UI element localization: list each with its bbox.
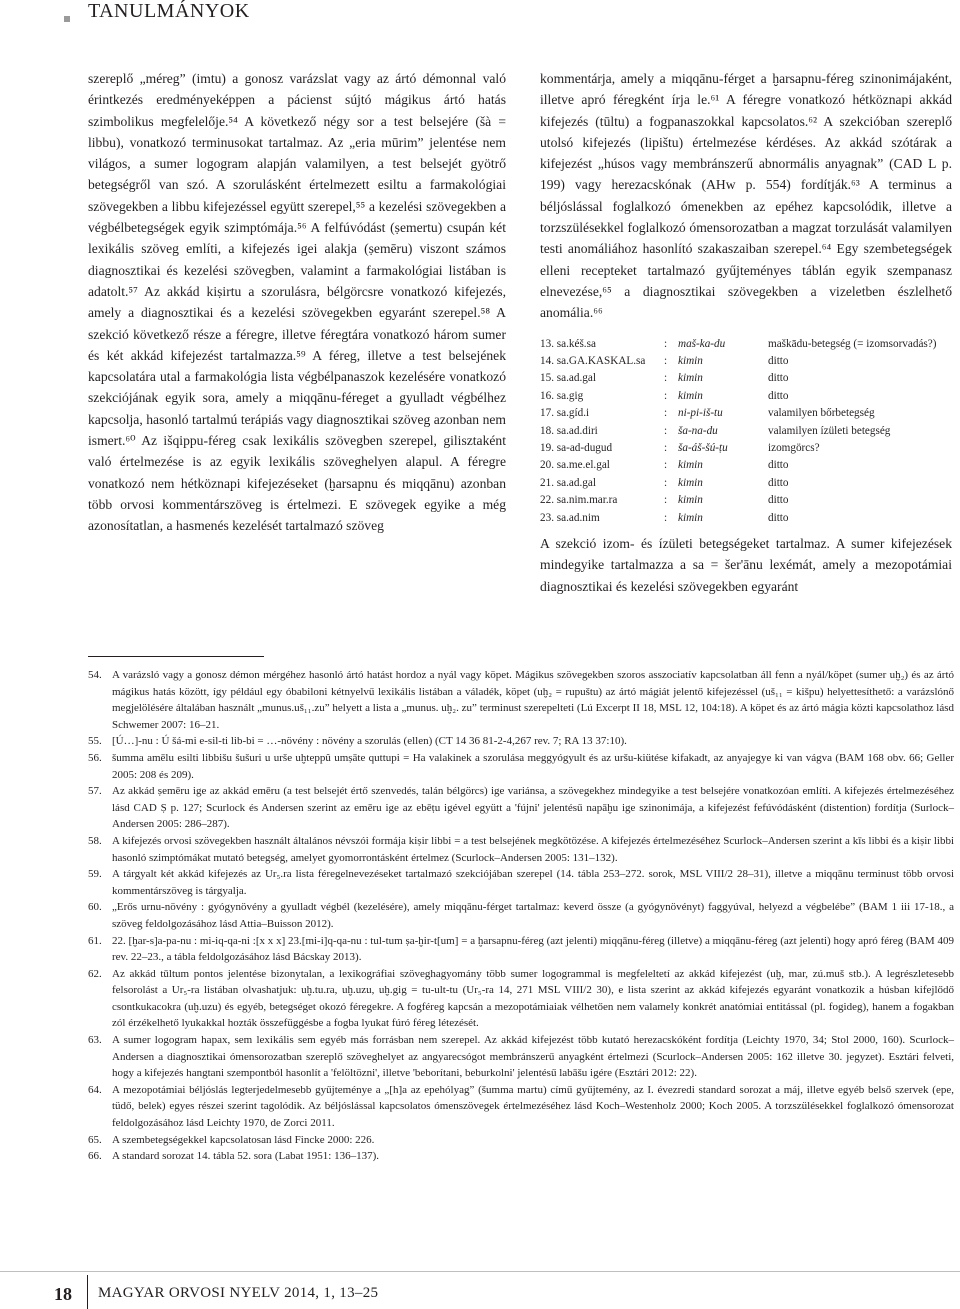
glossary-akkadian-term: ša-na-du [678, 424, 718, 437]
footnote [88, 733, 954, 750]
footnote-number: 56. [88, 751, 102, 764]
glossary-meaning: ditto [768, 389, 789, 402]
footnote-number: 62. [88, 967, 102, 980]
glossary-sumer-term: 22. sa.nim.mar.ra [540, 494, 618, 507]
footnote [88, 899, 954, 932]
glossary-separator: : [664, 407, 668, 420]
glossary-row [540, 510, 936, 527]
lexical-glossary-table [540, 336, 936, 527]
footnote-text: 22. [ḫar-s]a-pa-nu : mi-iq-qa-ni :[x x x] 23.[mi-i]q-qa-nu : tul-tum ṣa-ḫir-t[um] = a ḫarsapnu-féreg (azt jelenti) miqqānu-féreg (illetve) a miqqānu-féreg (azt jelenti) hogy apró féreg (BAM 409 rev. 22–23., a tábla feldolgozásához lásd Bácskay 2013). [112, 934, 954, 964]
glossary-akkadian-term: maš-ka-du [678, 337, 726, 350]
footnote-number: 58. [88, 834, 102, 847]
footnote-text: A szembetegségekkel kapcsolatosan lásd Fincke 2000: 226. [112, 1133, 375, 1146]
footnote-number: 63. [88, 1034, 102, 1047]
footnote-text: A tárgyalt két akkád kifejezés az Ur₅.ra lista féregelnevezéseket tartalmazó szekciójában szerepel (14. tábla 253–272. sorok, MSL VIII/2 28–31), illetve a miqqānu terminust több orvosi kommentárszöveg is tárgyalja. [112, 868, 954, 897]
footnote-text: Az akkád tūltum pontos jelentése bizonytalan, a lexikográfiai szöveghagyomány több sumer logogrammal is megfeleltetí az akkád kifejezést (uḫ, mar, zú.muš stb.). A legrészletesebb felsorolást a Ur₅-ra listában olvashatjuk: uḫ.tu.ra, uḫ.uzu, uḫ.gig = tu-ult-tu (Ur₅-ra 14, 271 MSL VIII/2 30), e lista szerint az akkád kifejezés egyaránt vonatkozik a húsban kifejlődő csontkukacokra (uḫ.uzu) és egyéb, betegséget okozó féregekre. A fogféreg kapcsán a mezopotámiaiak vélhetően nem valamely konkrét anatómiai entitással (pl. fogideg), hanem a fogakban zól érzékelhető lyukakkal hozták összefüggésbe a fogba lyukat fúró féreg létezését. [112, 967, 954, 1030]
glossary-separator: : [664, 389, 668, 402]
glossary-akkadian-term: kimin [678, 372, 703, 385]
glossary-meaning: ditto [768, 372, 789, 385]
glossary-row [540, 336, 936, 353]
glossary-akkadian-term: kimin [678, 494, 703, 507]
glossary-separator: : [664, 372, 668, 385]
glossary-meaning: ditto [768, 494, 789, 507]
glossary-sumer-term: 23. sa.ad.nim [540, 511, 600, 524]
journal-reference [98, 1285, 378, 1302]
glossary-row [540, 492, 936, 509]
section-label: TANULMÁNYOK [88, 0, 250, 22]
glossary-meaning: ditto [768, 354, 789, 367]
footnote [88, 667, 954, 733]
glossary-akkadian-term: kimin [678, 476, 703, 489]
footnote-number: 60. [88, 901, 102, 914]
journal-title: MAGYAR ORVOSI NYELV [98, 1285, 281, 1301]
footnote-number: 59. [88, 868, 102, 881]
footnote [88, 1148, 954, 1165]
glossary-separator: : [664, 337, 668, 350]
glossary-row [540, 405, 936, 422]
footnote-number: 57. [88, 785, 102, 798]
glossary-akkadian-term: ša-áš-šú-ṭu [678, 442, 728, 454]
glossary-sumer-term: 19. sa-ad-dugud [540, 442, 613, 454]
glossary-meaning: izomgörcs? [768, 442, 820, 454]
glossary-akkadian-term: kimin [678, 389, 703, 402]
footnote-number: 66. [88, 1150, 102, 1163]
footnote-text: Az akkád ṣemēru ige az akkád emēru (a test belsejét értő szenvedés, talán bélgörcs) ige variánsa, a szövegekhez mindegyike a test belsejére vonatkozóan említi. A kifejezés értelmezéséhez lásd CAD Ṣ p. 127; Scurlock és Andersen szerint az emēru ige az ebēṭu igével együtt a 'fújni' jelentésű napāḫu ige szinonimája, a kifejezést fefúvódásként (distention) fordítja (Surlock–Andersen 2005: 286–287). [112, 785, 954, 831]
footnote-number: 65. [88, 1133, 102, 1146]
glossary-sumer-term: 13. sa.kéš.sa [540, 337, 596, 350]
footnote-divider [88, 656, 264, 657]
glossary-row [540, 457, 936, 474]
glossary-separator: : [664, 442, 668, 454]
glossary-separator: : [664, 459, 668, 472]
glossary-meaning: ditto [768, 459, 789, 472]
page-number: 18 [54, 1284, 72, 1304]
header-square-ornament [64, 16, 70, 22]
footnote-text: [Ú…]-nu : Ú šá-mi e-sil-ti lib-bi = …-növény : növény a szorulás (ellen) (CT 14 36 81-2-4,267 rev. 7; RA 13 37:10). [112, 735, 627, 748]
glossary-separator: : [664, 494, 668, 507]
footnote-text: A mezopotámiai béljóslás legterjedelmesebb gyűjteménye a „[h]a az epehólyag” (šumma martu) című gyűjtemény, az I. évezredi standard sorozat a máj, illetve egyéb belső szervek (epe, tüdő, belek) egyes részei szerint tagolódik. Az béljóslással kapcsolatos ómenszövegek értelmezéséhez lásd Koch–Westenholz 2000; Koch 2005. A torzszülésekkel foglalkozó ómensorozat feldolgozásához lásd Leichty 1970, de Zorci 2011. [112, 1083, 954, 1130]
glossary-meaning: ditto [768, 511, 789, 524]
footnote [88, 1082, 954, 1132]
right-column-after-table: A szekció izom- és ízületi betegségeket tartalmaz. A sumer kifejezések mindegyike tartalmazza a sa = šer'ānu lexémát, amely a mezopotámiai diagnosztikai és kezelési szövegekben egyaránt [540, 536, 952, 594]
glossary-row [540, 475, 936, 492]
footnote-text: šumma amēlu esilti libbišu šušuri u urše uḫteppû umṣāte quttupi = Ha valakinek a szorulása meggyógyult és az uršu-kiütése kifakadt, az anyajegye ki van vágva (BAM 168 obv. 66; Geller 2005: 208 és 209). [112, 751, 954, 781]
glossary-row [540, 388, 936, 405]
glossary-row [540, 370, 936, 387]
glossary-sumer-term: 16. sa.gig [540, 389, 584, 402]
glossary-meaning: valamilyen bőrbetegség [768, 407, 875, 420]
journal-issue: 2014, 1, 13–25 [284, 1285, 379, 1301]
footnote-text: A sumer logogram hapax, sem lexikális sem egyéb más forrásban nem szerepel. Az akkád kifejezést több kutató herezacskóként fordítja (Leichty 1970, 34; Stol 2000, 160). Scurlock–Andersen a diagnosztikai ómensorozatban szereplő szöveghelyet az angyarecsógot membránszerű anyagként értelmezi (Scurlock–Andersen 2005: 162 illetve 30. jegyzet). Esztári felveti, hogy a kifejezés hangtani szempontból hasonlít a 'felöltözni', illetve 'beborítani, beburkolni' jelentésű labāšu igére (Esztári 2012: 22). [112, 1034, 954, 1080]
glossary-akkadian-term: kimin [678, 459, 703, 472]
left-column [88, 68, 506, 537]
footnote-text: A varázsló vagy a gonosz démon mérgéhez hasonló ártó hatást hordoz a nyál vagy köpet. Mágikus szövegekben szoros asszociatív kapcsolatban áll fenn a nyál/köpet (sumer uḫ₂) és az ártó mágikus hatás között, így például egy óbabiloni kétnyelvű lexikális listában a váladék, köpet (uḫ₂ = rupuštu) az ártó mágiát jelentő kifejezéssel (uš₁₁ = kišpu) helyettesíthető: a varázslónő megjelölésére általában használt „munus.uš₁₁.zu” helyett a lista a „munus. uḫ₂. zu” terminust szerepelteti (Lú Excerpt II 18, MSL 12, 104:18). A köpet és az ártó mágia közti kapcsolathoz lásd Schwemer 2007: 16–21. [112, 669, 954, 731]
right-column [540, 68, 952, 597]
footnote-text: A standard sorozat 14. tábla 52. sora (Labat 1951: 136–137). [112, 1150, 379, 1163]
footnote-number: 64. [88, 1083, 102, 1096]
footnote-number: 54. [88, 669, 102, 681]
footnote [88, 1032, 954, 1082]
footnote [88, 750, 954, 783]
footnote [88, 833, 954, 866]
glossary-separator: : [664, 511, 668, 524]
glossary-sumer-term: 17. sa.gíd.i [540, 407, 590, 420]
glossary-sumer-term: 21. sa.ad.gal [540, 476, 596, 489]
footnote-number: 61. [88, 934, 102, 947]
footnote [88, 866, 954, 899]
glossary-meaning: ditto [768, 476, 789, 489]
glossary-row [540, 353, 936, 370]
glossary-akkadian-term: kimin [678, 511, 703, 524]
glossary-meaning: maškādu-betegség (= izomsorvadás?) [768, 337, 937, 350]
glossary-separator: : [664, 424, 668, 437]
glossary-sumer-term: 20. sa.me.el.gal [540, 459, 610, 472]
glossary-sumer-term: 14. sa.GA.KASKAL.sa [540, 354, 646, 367]
footnote-number: 55. [88, 735, 102, 748]
glossary-sumer-term: 18. sa.ad.diri [540, 424, 598, 437]
footnote-text: A kifejezés orvosi szövegekben használt általános névszói formája kiṣir libbi = a test belsejének megkötözése. A kifejezés értelmezéséhez Scurlock–Andersen szerint a kīs libbi és a kiṣir libbi hasonló szimptómákat mutató betegség, amelyet gyomorrontásként értelmez (Scurlock–Andersen 2005: 131–132). [112, 834, 954, 864]
footnote [88, 966, 954, 1032]
glossary-separator: : [664, 354, 668, 367]
glossary-sumer-term: 15. sa.ad.gal [540, 372, 596, 385]
footnote [88, 933, 954, 966]
glossary-row [540, 423, 936, 440]
left-column-paragraph: szereplő „méreg” (imtu) a gonosz varázslat vagy az ártó démonnal való érintkezés eredményeképpen a pácienst sújtó mágikus ártó hatás szimbolikus megfelelője.⁵⁴ A következő négy sor a test belsejére (šà = libbu), vonatkozó terminusokat tartalmaz. Az „eria mūrim” jelentése nem világos, a sumer logogram alapján valamilyen, a test belsejét gyötrő betegségről van szó. A szorulásként értelmezett esiltu a farmakológiai szövegekben a libbu kifejezéssel együtt szerepel,⁵⁵ a kezelési szövegekben a végbélbetegségek egyik szimptómája.⁵⁶ A felfúvódást (ṣemertu) csupán két lexikális szöveg említi, a kifejezés igei alakja (ṣemēru) viszont számos diagnosztikai és kezelési szövegben, valamint a farmakológiai listában is adatolt.⁵⁷ Az akkád kiṣirtu a szorulásra, bélgörcsre vonatkozó kifejezés, amely a diagnosztikai és a kezelési szövegekben egyaránt szerepel.⁵⁸ A szekció következő része a féregre, illetve féregtára vonatkozó három sumer és két akkád kifejezést tartalmazza.⁵⁹ A féreg, illetve a test belsejének kapcsolatára utal a farmakológia lista végbélpanaszok kezelésére vonatkozó szekciójának egyik sora, amely a miqqānu-féreget a gyulladt végbélhez kapcsolja, hasonló tartalmú terápiás vagy diagnosztikai szöveg azonban nem ismert.⁶⁰ Az išqippu-féreg csak lexikális szövegben szerepel, gilisztaként való értelmezése is az egyik lexikális szöveghelyen alapul. A féregre vonatkozó nem hétköznapi kifejezéseket (ḫarsapnu és miqqānu) azonban több orvosi kommentárszöveg is értelmezi. E szövegek egyike a még azonosítatlan, a hasmenés kezelését tartalmazó szöveg [88, 71, 506, 534]
footer-rule [0, 1271, 960, 1272]
glossary-meaning: valamilyen ízületi betegség [768, 424, 891, 437]
right-column-intro: kommentárja, amely a miqqānu-férget a ḫarsapnu-féreg szinonimájaként, illetve apró féregként írja le.⁶¹ A féregre vonatkozó hétköznapi akkád kifejezés (tūltu) a fogpanaszokkal kapcsolatos.⁶² A szekcióban szereplő utolsó kifejezés (lipištu) értelmezése kérdéses. Az akkád szótárak a kifejezést „húsos vagy membránszerű abnormális anyagnak” (CAD L p. 199) vagy herezacskónak (AHw p. 554) fordítják.⁶³ A terminus a béljóslással foglalkozó ómenekben az epéhez kapcsolódik, illetve a torzszülésekkel foglalkozó ómensorozatban a magzat torzulását valamilyen testi anomáliához hasonlító szakaszaiban szerepel.⁶⁴ Egy szembetegségek elleni recepteket tartalmazó gyűjteményes táblán egyik szempanasz elnevezése,⁶⁵ a diagnosztikai szövegekben a vizeletben észlelhető anomália.⁶⁶ [540, 71, 952, 321]
footnote [88, 1132, 954, 1149]
glossary-separator: : [664, 476, 668, 489]
glossary-akkadian-term: kimin [678, 354, 703, 367]
glossary-row [540, 440, 936, 457]
footnotes [88, 667, 954, 1165]
footnote [88, 783, 954, 833]
glossary-akkadian-term: ni-pi-iš-tu [678, 407, 723, 420]
footnote-text: „Erős urnu-növény : gyógynövény a gyulladt végbél (kezelésére), amely miqqānu-férget tartalmaz: keverd össze (a gyógynövényt) faggyúval, helyezd a végbelébe” (BAM 1 iii 17-18., a szöveg feldolgozásához lásd Attia–Buisson 2012). [112, 901, 954, 930]
